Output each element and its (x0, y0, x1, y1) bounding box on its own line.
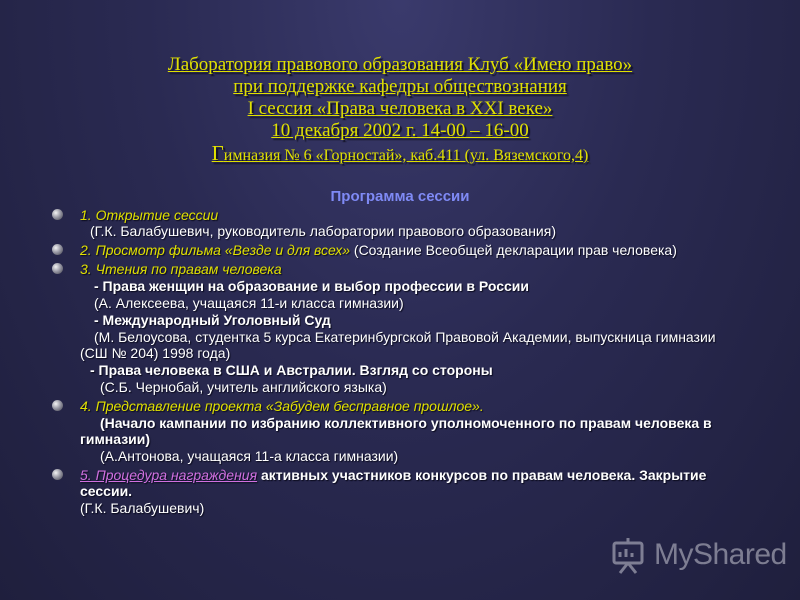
item-heading-rest: активных участников конкурсов по правам человека. Закрытие сессии. (80, 467, 707, 499)
program-title: Программа сессии (330, 188, 470, 205)
item-heading: 4. Представление проекта «Забудем бесправное прошлое». (80, 398, 484, 414)
program-item-4 (52, 398, 742, 464)
item-line: (А.Антонова, учащаяся 11-а класса гимназии) (100, 448, 399, 464)
title-line-5-rest: имназия № 6 «Горностай», каб.411 (ул. Вяземского,4) (223, 147, 589, 164)
title-line-5-initial: Г (211, 141, 224, 165)
watermark-text: MyShared (654, 538, 787, 571)
bullet-icon (52, 209, 63, 220)
item-line: (А. Алексеева, учащаяся 11-и класса гимназии) (94, 295, 404, 311)
bullet-icon (52, 263, 63, 274)
item-line: (М. Белоусова, студентка 5 курса Екатеринбургской Правовой Академии, выпускница гимназии (СШ № 204) 1998 года) (80, 329, 716, 361)
bullet-icon (52, 469, 63, 480)
item-line: - Международный Уголовный Суд (94, 312, 331, 328)
item-heading: 1. Открытие сессии (80, 207, 219, 223)
item-heading: 2. Просмотр фильма «Везде и для всех» (80, 242, 351, 258)
bullet-icon (52, 244, 63, 255)
bullet-icon (52, 400, 63, 411)
item-line: - Права женщин на образование и выбор профессии в России (94, 278, 529, 294)
title-line-4: 10 декабря 2002 г. 14-00 – 16-00 (271, 120, 529, 141)
program-list (52, 207, 742, 519)
item-line: (Начало кампании по избранию коллективного уполномоченного по правам человека в гимназии) (80, 415, 712, 447)
item-heading: 3. Чтения по правам человека (80, 261, 282, 277)
item-heading-rest: (Создание Всеобщей декларации прав человека) (350, 242, 677, 258)
myshared-watermark (608, 534, 788, 578)
item-heading: 5. Процедура награждения (80, 467, 258, 483)
item-line: - Права человека в США и Австралии. Взгляд со стороны (90, 362, 493, 378)
item-line: (Г.К. Балабушевич, руководитель лаборатории правового образования) (90, 223, 556, 239)
title-line-2: при поддержке кафедры обществознания (233, 76, 567, 97)
program-item-1 (52, 207, 742, 239)
title-line-5 (60, 142, 740, 167)
item-line: (Г.К. Балабушевич) (80, 500, 205, 516)
program-item-3 (52, 261, 742, 395)
item-line: (С.Б. Чернобай, учитель английского языка) (100, 379, 387, 395)
program-item-2 (52, 242, 742, 258)
program-item-5 (52, 467, 742, 516)
title-line-3: I сессия «Права человека в XXI веке» (247, 98, 553, 119)
title-line-1: Лаборатория правового образования Клуб «Имею право» (167, 54, 633, 75)
slide-title (60, 54, 740, 167)
presentation-board-icon (608, 536, 648, 576)
